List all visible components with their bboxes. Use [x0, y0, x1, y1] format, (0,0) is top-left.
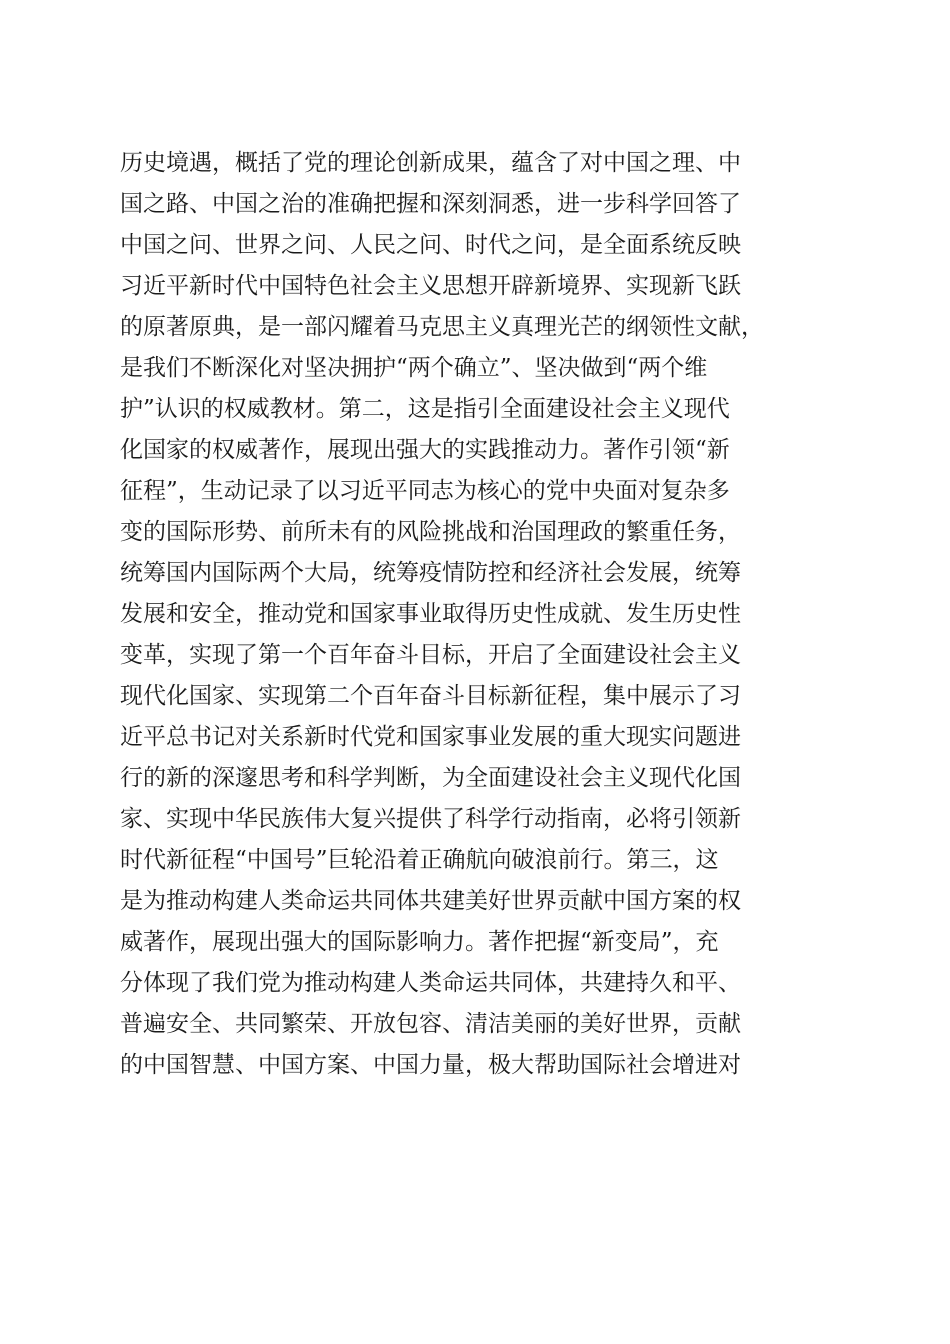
- text-line: 是为推动构建人类命运共同体共建美好世界贡献中国方案的权: [120, 888, 741, 914]
- text-line: 变革，实现了第一个百年奋斗目标，开启了全面建设社会主义: [120, 642, 741, 668]
- text-line: 国之路、中国之治的准确把握和深刻洞悉，进一步科学回答了: [120, 191, 741, 217]
- text-line: 分体现了我们党为推动构建人类命运共同体，共建持久和平、: [120, 970, 741, 996]
- text-line: 发展和安全，推动党和国家事业取得历史性成就、发生历史性: [120, 601, 741, 627]
- text-line: 现代化国家、实现第二个百年奋斗目标新征程，集中展示了习: [120, 683, 741, 709]
- text-line: 统筹国内国际两个大局，统筹疫情防控和经济社会发展，统筹: [120, 560, 741, 586]
- text-line: 征程”，生动记录了以习近平同志为核心的党中央面对复杂多: [120, 478, 730, 504]
- text-line: 家、实现中华民族伟大复兴提供了科学行动指南，必将引领新: [120, 806, 741, 832]
- body-paragraph: [120, 143, 832, 1086]
- text-line: 化国家的权威著作，展现出强大的实践推动力。著作引领“新: [120, 437, 730, 463]
- text-line: 护”认识的权威教材。第二，这是指引全面建设社会主义现代: [120, 396, 730, 422]
- text-line: 变的国际形势、前所未有的风险挑战和治国理政的繁重任务，: [120, 519, 741, 545]
- text-line: 中国之问、世界之问、人民之问、时代之问，是全面系统反映: [120, 232, 741, 258]
- text-line: 的中国智慧、中国方案、中国力量，极大帮助国际社会增进对: [120, 1052, 741, 1078]
- text-line: 是我们不断深化对坚决拥护“两个确立”、坚决做到“两个维: [120, 355, 708, 381]
- text-line: 普遍安全、共同繁荣、开放包容、清洁美丽的美好世界，贡献: [120, 1011, 741, 1037]
- text-line: 近平总书记对关系新时代党和国家事业发展的重大现实问题进: [120, 724, 741, 750]
- text-line: 时代新征程“中国号”巨轮沿着正确航向破浪前行。第三，这: [120, 847, 719, 873]
- text-line: 的原著原典，是一部闪耀着马克思主义真理光芒的纲领性文献，: [120, 314, 764, 340]
- text-line: 历史境遇，概括了党的理论创新成果，蕴含了对中国之理、中: [120, 150, 741, 176]
- text-line: 行的新的深邃思考和科学判断，为全面建设社会主义现代化国: [120, 765, 741, 791]
- text-line: 威著作，展现出强大的国际影响力。著作把握“新变局”，充: [120, 929, 719, 955]
- text-line: 习近平新时代中国特色社会主义思想开辟新境界、实现新飞跃: [120, 273, 741, 299]
